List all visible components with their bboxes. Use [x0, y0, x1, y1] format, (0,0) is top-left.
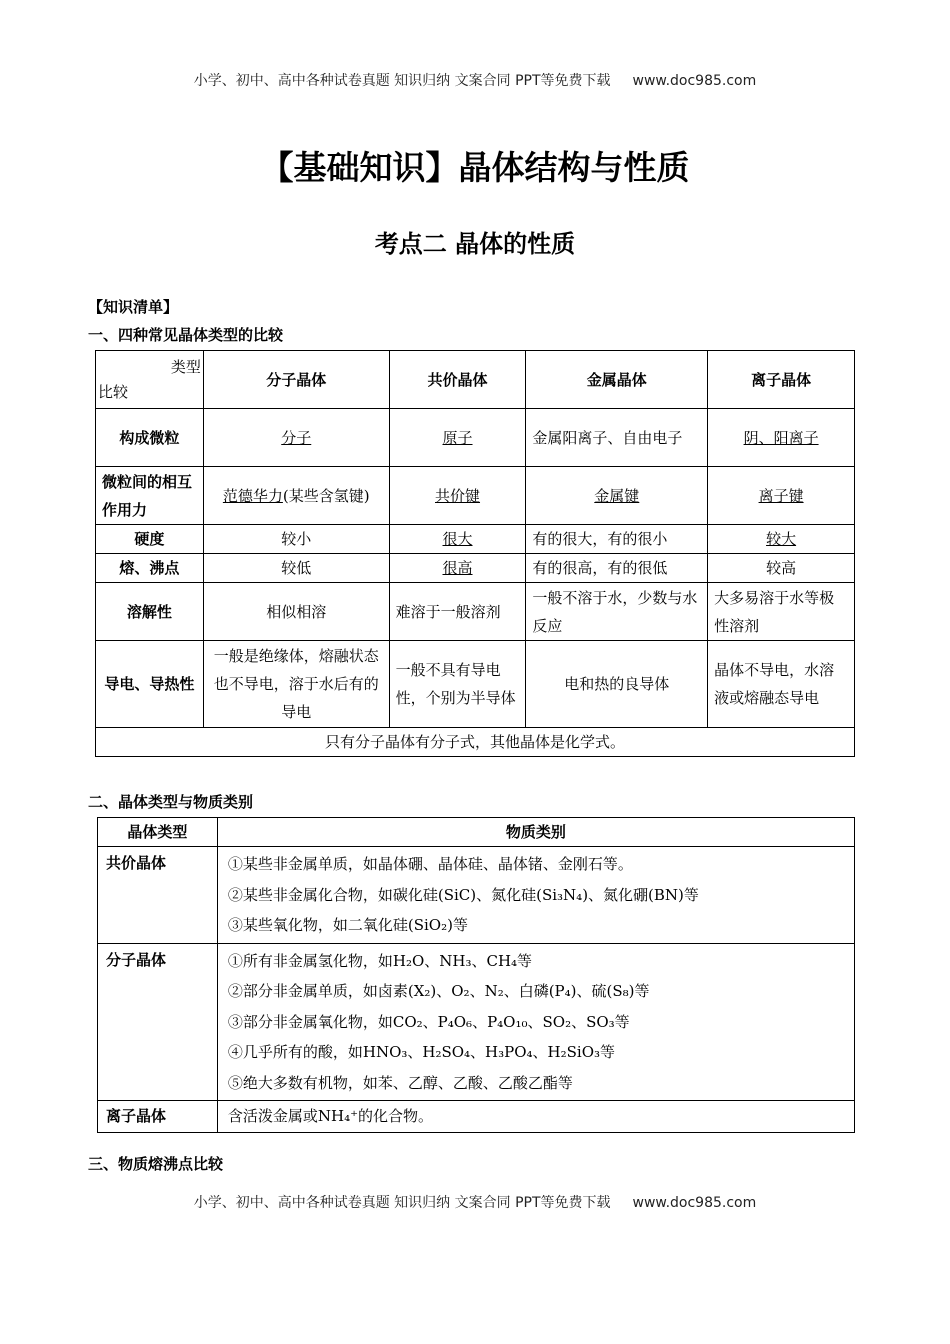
table-cell: 有的很大，有的很小: [526, 525, 708, 554]
section-heading-2: 二、晶体类型与物质类别: [88, 793, 254, 811]
footer-site[interactable]: www.doc985.com: [632, 1195, 757, 1211]
column-header: 离子晶体: [708, 351, 855, 409]
table-row: [96, 409, 855, 467]
category-line: ③部分非金属氧化物，如CO₂、P₄O₆、P₄O₁₀、SO₂、SO₃等: [227, 1012, 630, 1031]
column-header: 共价晶体: [389, 351, 526, 409]
table-cell: 阴、阳离子: [743, 428, 819, 447]
table-cell: 难溶于一般溶剂: [389, 583, 526, 641]
crystal-category-table: [97, 817, 855, 1133]
table-cell: 范德华力: [222, 486, 283, 505]
table-cell: 共价键: [435, 486, 481, 505]
table-cell: 金属阳离子、自由电子: [526, 409, 708, 467]
corner-cell: [96, 351, 204, 409]
row-label: 硬度: [96, 525, 204, 554]
table-cell: 金属键: [594, 486, 640, 505]
footer-text: 小学、初中、高中各种试卷真题 知识归纳 文案合同 PPT等免费下载: [193, 1195, 611, 1211]
page-title: 【基础知识】晶体结构与性质: [260, 148, 690, 187]
row-label: 离子晶体: [98, 1101, 218, 1133]
table-cell: 晶体不导电，水溶液或熔融态导电: [708, 641, 855, 728]
row-label: 溶解性: [96, 583, 204, 641]
table-cell: 一般不溶于水，少数与水反应: [526, 583, 708, 641]
table-cell: 较大: [766, 530, 797, 548]
category-line: ④几乎所有的酸，如HNO₃、H₂SO₄、H₃PO₄、H₂SiO₃等: [227, 1043, 616, 1061]
table-row: [96, 583, 855, 641]
category-line: ⑤绝大多数有机物，如苯、乙醇、乙酸、乙酸乙酯等: [227, 1073, 573, 1092]
table-cell: 很大: [442, 530, 473, 548]
table-cell: 较小: [203, 525, 389, 554]
page-header: [0, 70, 950, 90]
section-heading-1: 一、四种常见晶体类型的比较: [88, 326, 284, 344]
section-heading-3: 三、物质熔沸点比较: [88, 1155, 224, 1173]
table-cell-note: (某些含氢键): [282, 486, 370, 505]
corner-top: 类型: [170, 358, 201, 376]
table-row: [96, 728, 855, 757]
table-row: [98, 943, 855, 1101]
table-cell: 有的很高，有的很低: [526, 554, 708, 583]
category-line: ②某些非金属化合物，如碳化硅(SiC)、氮化硅(Si₃N₄)、氮化硼(BN)等: [227, 885, 699, 904]
table-cell: 电和热的良导体: [526, 641, 708, 728]
header-text: 小学、初中、高中各种试卷真题 知识归纳 文案合同 PPT等免费下载: [193, 73, 611, 89]
table-cell: 很高: [442, 559, 473, 577]
table-cell: 一般是绝缘体，熔融状态也不导电，溶于水后有的导电: [203, 641, 389, 728]
table-cell: 大多易溶于水等极性溶剂: [708, 583, 855, 641]
section-label: 【知识清单】: [88, 298, 179, 316]
table-cell: 较高: [708, 554, 855, 583]
table-cell: 一般不具有导电性，个别为半导体: [389, 641, 526, 728]
column-header: 分子晶体: [203, 351, 389, 409]
page-footer: [0, 1192, 950, 1212]
column-header: 物质类别: [217, 818, 854, 847]
column-header: 晶体类型: [98, 818, 218, 847]
row-label: 共价晶体: [98, 847, 218, 944]
header-site[interactable]: www.doc985.com: [632, 73, 757, 89]
table-cell: 相似相溶: [203, 583, 389, 641]
row-label: 微粒间的相互作用力: [96, 467, 204, 525]
row-label: 导电、导热性: [96, 641, 204, 728]
corner-bottom: 比较: [98, 383, 129, 401]
table-row: [96, 554, 855, 583]
category-line: ②部分非金属单质，如卤素(X₂)、O₂、N₂、白磷(P₄)、硫(S₈)等: [227, 982, 650, 1000]
category-cell: [217, 943, 854, 1101]
table-note: 只有分子晶体有分子式，其他晶体是化学式。: [96, 728, 855, 757]
table-row: [96, 641, 855, 728]
category-cell: [217, 847, 854, 944]
table-cell: 离子键: [758, 486, 804, 505]
row-label: 构成微粒: [96, 409, 204, 467]
row-label: 熔、沸点: [96, 554, 204, 583]
category-line: 含活泼金属或NH₄⁺的化合物。: [227, 1107, 433, 1125]
row-label: 分子晶体: [98, 943, 218, 1101]
crystal-comparison-table: [95, 350, 855, 757]
table-row: [96, 525, 855, 554]
table-row: [98, 847, 855, 944]
category-cell: [217, 1101, 854, 1133]
column-header: 金属晶体: [526, 351, 708, 409]
table-cell: 原子: [442, 428, 473, 447]
table-row: [98, 818, 855, 847]
category-line: ①所有非金属氢化物，如H₂O、NH₃、CH₄等: [227, 951, 533, 970]
table-row: [98, 1101, 855, 1133]
page-subtitle: 考点二 晶体的性质: [374, 230, 576, 258]
category-line: ③某些氧化物，如二氧化硅(SiO₂)等: [227, 916, 468, 934]
table-row: [96, 467, 855, 525]
table-row: [96, 351, 855, 409]
table-cell: 较低: [203, 554, 389, 583]
table-cell: 分子: [281, 428, 312, 447]
category-line: ①某些非金属单质，如晶体硼、晶体硅、晶体锗、金刚石等。: [227, 855, 633, 873]
